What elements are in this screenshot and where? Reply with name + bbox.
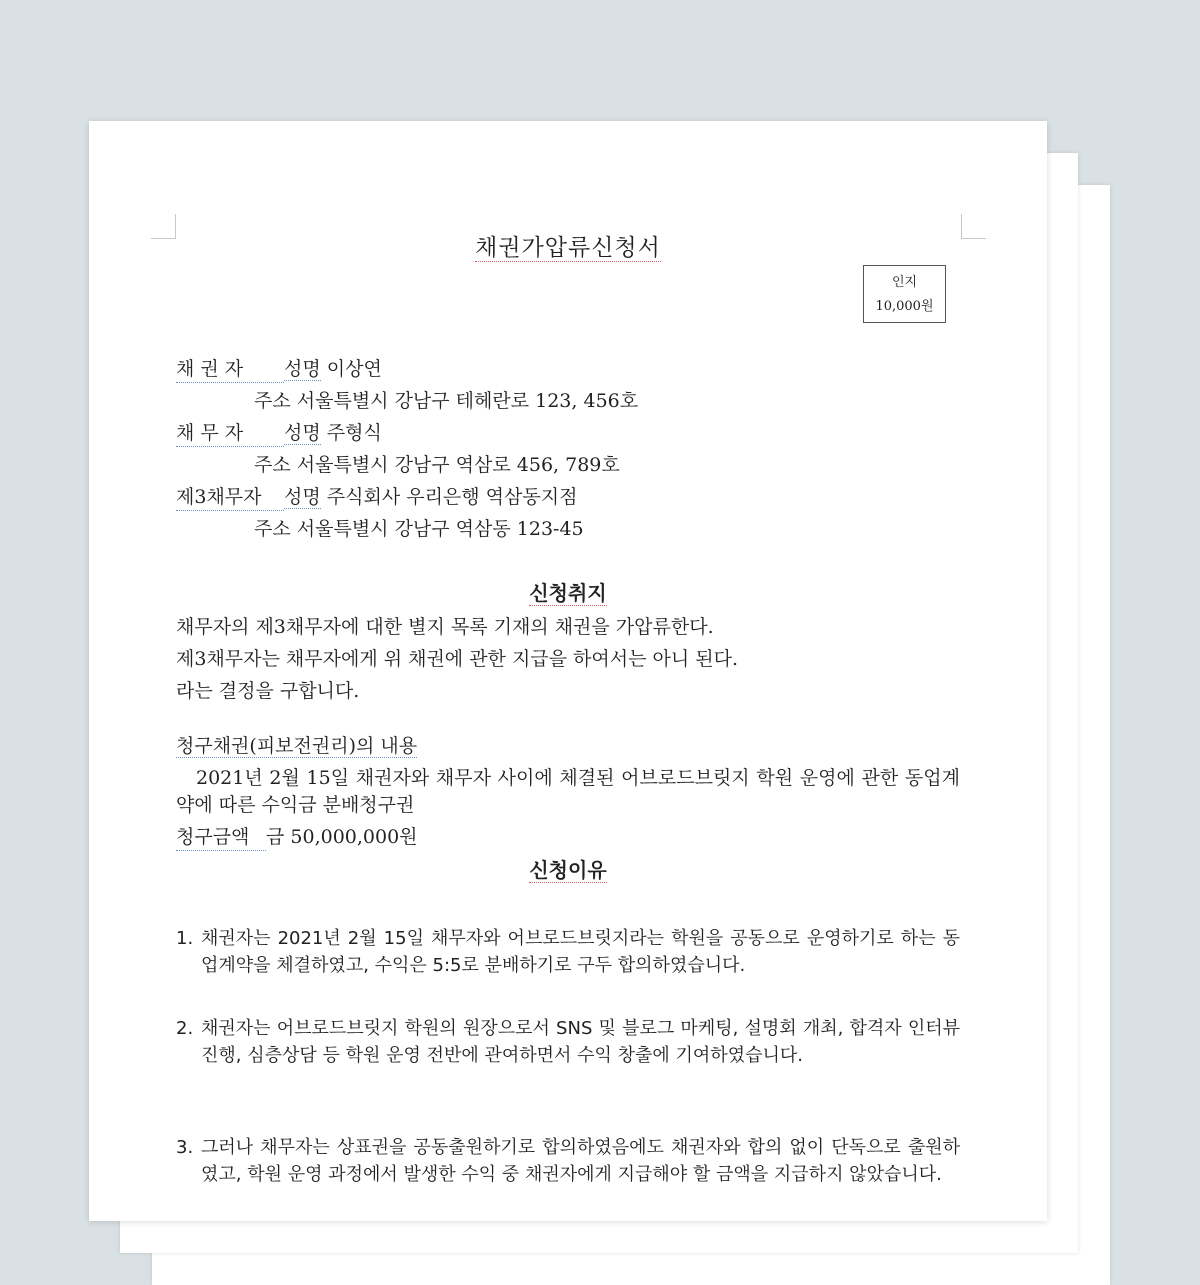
reason-item-3 (176, 1134, 960, 1188)
debtor-name-label: 성명 (284, 422, 321, 444)
document-page[interactable] (89, 121, 1047, 1221)
creditor-name: 이상연 (326, 358, 382, 380)
document-title: 채권가압류신청서 (475, 235, 661, 261)
reason-number: 3. (176, 1137, 194, 1158)
claim-amount-line (176, 824, 418, 851)
third-debtor-name-line (176, 484, 577, 511)
creditor-name-label: 성명 (284, 358, 321, 380)
reason-text: 채권자는 어브로드브릿지 학원의 원장으로서 SNS 및 블로그 마케팅, 설명회 개최, 합격자 인터뷰 진행, 심층상담 등 학원 운영 전반에 관여하면서 수익 창출에 기여하였습니다. (201, 1018, 960, 1066)
third-debtor-label: 제3채무자 (176, 484, 284, 511)
purpose-line-3: 라는 결정을 구합니다. (176, 680, 360, 702)
revenue-stamp-box (863, 265, 946, 323)
debtor-name: 주형식 (326, 422, 382, 444)
stamp-label: 인지 (891, 275, 918, 290)
third-debtor-name: 주식회사 우리은행 역삼동지점 (326, 486, 578, 508)
creditor-address: 서울특별시 강남구 테헤란로 123, 456호 (296, 390, 639, 412)
creditor-name-line (176, 356, 382, 383)
stamp-amount: 10,000원 (875, 299, 934, 314)
reason-text: 그러나 채무자는 상표권을 공동출원하기로 합의하였음에도 채권자와 합의 없이 단독으로 출원하였고, 학원 운영 과정에서 발생한 수익 중 채권자에게 지급해야 할 금액을 지급하지 않았습니다. (201, 1137, 960, 1185)
debtor-address: 서울특별시 강남구 역삼로 456, 789호 (296, 454, 620, 476)
claim-amount: 금 50,000,000원 (266, 826, 418, 848)
purpose-line-2: 제3채무자는 채무자에게 위 채권에 관한 지급을 하여서는 아니 된다. (176, 648, 739, 670)
claim-amount-label: 청구금액 (176, 824, 266, 851)
reason-item-1 (176, 925, 960, 979)
debtor-address-line (254, 452, 620, 478)
reason-item-2 (176, 1015, 960, 1069)
reason-text: 채권자는 2021년 2월 15일 채무자와 어브로드브릿지라는 학원을 공동으로 운영하기로 하는 동업계약을 체결하였고, 수익은 5:5로 분배하기로 구두 합의하였습니다. (201, 928, 960, 976)
creditor-address-label: 주소 (254, 390, 291, 412)
creditor-address-line (254, 388, 638, 414)
third-debtor-address-label: 주소 (254, 518, 291, 540)
third-debtor-name-label: 성명 (284, 486, 321, 508)
debtor-address-label: 주소 (254, 454, 291, 476)
creditor-label: 채 권 자 (176, 356, 284, 383)
third-debtor-address: 서울특별시 강남구 역삼동 123-45 (296, 518, 584, 540)
reason-number: 2. (176, 1018, 194, 1039)
debtor-name-line (176, 420, 382, 447)
claim-label: 청구채권(피보전권리)의 내용 (176, 735, 418, 757)
debtor-label: 채 무 자 (176, 420, 284, 447)
claim-content: 2021년 2월 15일 채권자와 채무자 사이에 체결된 어브로드브릿지 학원 운영에 관한 동업계약에 따른 수익금 분배청구권 (176, 767, 960, 816)
third-debtor-address-line (254, 516, 584, 542)
purpose-heading: 신청취지 (529, 581, 607, 605)
reason-number: 1. (176, 928, 194, 949)
purpose-line-1: 채무자의 제3채무자에 대한 별지 목록 기재의 채권을 가압류한다. (176, 616, 714, 638)
reasons-heading: 신청이유 (529, 858, 607, 882)
